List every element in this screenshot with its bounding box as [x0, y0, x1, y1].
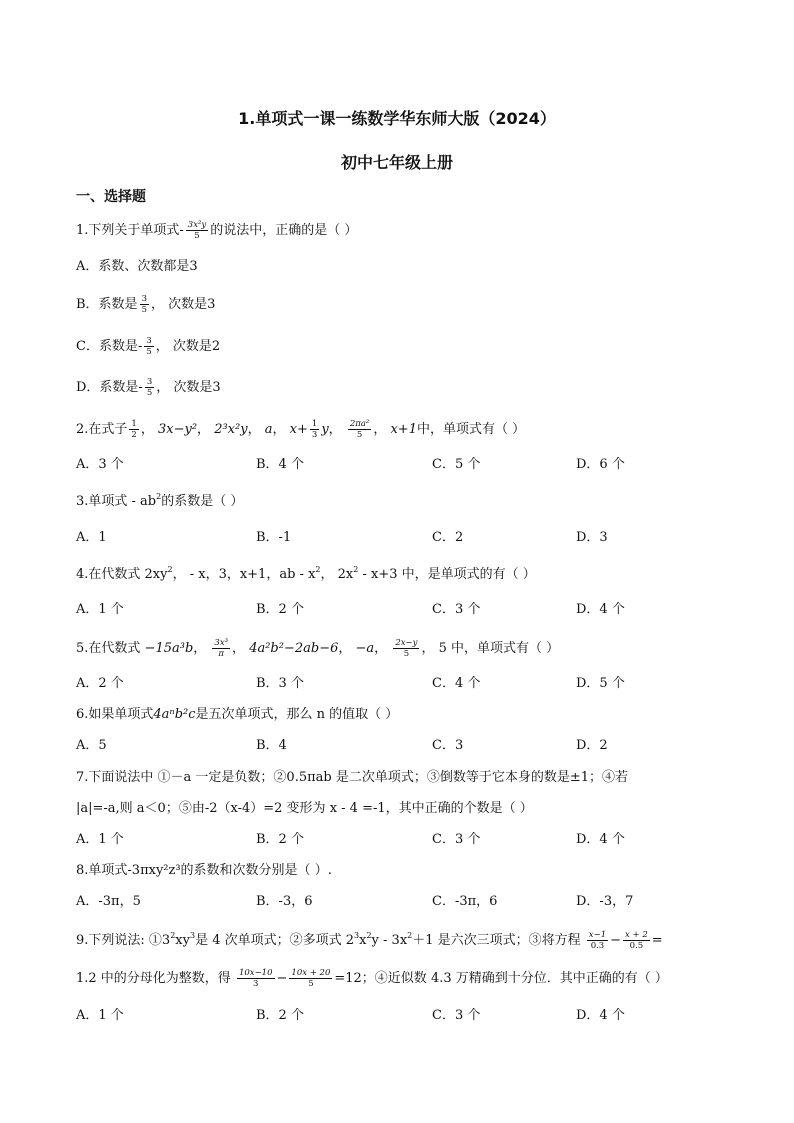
fraction: $\frac{\text{3x²y}}{5}$: [187, 220, 207, 241]
option-b: B．-3，6: [256, 894, 313, 909]
math-expression: −a: [355, 641, 375, 656]
math-expression: 4aⁿb²c: [153, 707, 196, 722]
math-expression: x+1: [390, 422, 417, 437]
question-text: 1.下列关于单项式-: [76, 223, 184, 238]
fraction: $\frac{x + 2}{0.5}$: [625, 930, 648, 951]
math-expression: 3x−y²: [157, 422, 198, 437]
question-1: [76, 220, 357, 241]
option-c: C．系数是- $\frac{3}{5}$ ， 次数是2: [76, 336, 221, 357]
option-d: D．系数是- $\frac{3}{5}$ ， 次数是3: [76, 377, 221, 398]
option-d: D．4 个: [576, 832, 625, 847]
option-a: A．5: [76, 738, 107, 753]
fraction: $\frac{x-1}{0.3}$: [588, 930, 607, 951]
option-b: B．2 个: [256, 602, 304, 617]
question-5: 5.在代数式 −15a³b， $\frac{\text{3x³}}{\pi}$ ， 4a²b²−2ab−6， −a， $\frac{2x-y}{5}$ ， 5 中，单项式有（ ）: [76, 638, 560, 659]
option-a: A．1 个: [76, 832, 124, 847]
option-c: C．-3π，6: [432, 894, 498, 909]
fraction: $\frac{10x + 20}{5}$: [291, 968, 331, 989]
document-title: 1.单项式一课一练数学华东师大版（2024）: [238, 109, 556, 128]
question-8: 8.单项式-3πxy²z³的系数和次数分别是（ ）.: [76, 863, 332, 878]
math-expression: 2³x²y: [214, 422, 248, 437]
option-b: B．4: [256, 738, 287, 753]
option-c: C．2: [432, 530, 464, 545]
question-7-line-1: 7.下面说法中 ①－a 一定是负数；②0.5πab 是二次单项式；③倒数等于它本身的数是±1；④若: [76, 770, 629, 785]
options-row: [76, 674, 726, 694]
section-heading: 一、选择题: [76, 189, 146, 205]
options-row: [76, 1006, 726, 1026]
fraction: $\frac{\text{3x³}}{\pi}$: [214, 638, 229, 659]
option-b: B．4 个: [256, 457, 304, 472]
options-row: [76, 830, 726, 850]
option-c: C．3 个: [432, 602, 481, 617]
question-9-line-2: 1.2 中的分母化为整数，得 $\frac{10x-10}{3}$ − $\frac{10x + 20}{5}$ =12；④近似数 4.3 万精确到十分位．其中正确的有（ ）: [76, 968, 668, 989]
question-9-line-1: 9.下列说法: $①3^2xy^3$是 4 次单项式；②多项式 $2^3x^2y - 3x^2+1$ 是六次三项式；③将方程 $\frac{x-1}{0.3}$ − $\frac{x + 2}{0.5}$ =: [76, 930, 663, 951]
option-c: C．5 个: [432, 457, 481, 472]
fraction: $\frac{3}{5}$: [141, 294, 147, 315]
option-b: B．2 个: [256, 1008, 304, 1023]
option-a: A．1 个: [76, 1008, 124, 1023]
option-c: C．3 个: [432, 832, 481, 847]
option-c: C．4 个: [432, 676, 481, 691]
fraction: $\frac{1}{2}$: [131, 419, 137, 440]
option-a: A．1 个: [76, 602, 124, 617]
fraction: $\frac{10x-10}{3}$: [238, 968, 273, 989]
document-subtitle: 初中七年级上册: [340, 153, 453, 172]
question-3: 3.单项式 - $ab^2$的系数是（ ）: [76, 492, 244, 509]
question-7-line-2: |a|=-a,则 a＜0；⑤由-2（x-4）=2 变形为 x - 4 =-1，其中正确的个数是（ ）: [76, 801, 533, 816]
options-row: [76, 455, 726, 475]
fraction: $\frac{2x-y}{5}$: [395, 638, 418, 659]
option-a: A．1: [76, 530, 107, 545]
option-c: C．3 个: [432, 1008, 481, 1023]
options-row: [76, 736, 726, 756]
option-d: D．-3，7: [576, 894, 634, 909]
question-text: 的说法中，正确的是（ ）: [210, 223, 358, 238]
math-expression: −15a³b: [144, 641, 194, 656]
option-a: A．3 个: [76, 457, 124, 472]
option-b: B．-1: [256, 530, 292, 545]
option-b: B．系数是 $\frac{3}{5}$ ， 次数是3: [76, 294, 216, 315]
option-d: D．4 个: [576, 1008, 625, 1023]
question-2: 2.在式子 $\frac{1}{2}$ ， 3x−y²， 2³x²y， a， x+ $\frac{1}{3}$ y， $\frac{\text{2πa²}}{5}$ ， x+1中，单项式有（ ）: [76, 419, 526, 440]
option-a: A．系数、次数都是3: [76, 259, 198, 274]
question-6: 6.如果单项式4aⁿb²c是五次单项式，那么 n 的值取（ ）: [76, 707, 399, 722]
option-b: B．2 个: [256, 832, 304, 847]
option-d: D．5 个: [576, 676, 625, 691]
math-expression: 4a²b²−2ab−6: [249, 641, 339, 656]
option-d: D．2: [576, 738, 608, 753]
option-c: C．3: [432, 738, 464, 753]
fraction: $\frac{3}{5}$: [146, 377, 153, 398]
option-b: B．3 个: [256, 676, 304, 691]
option-d: D．6 个: [576, 457, 625, 472]
math-expression: a: [264, 422, 273, 437]
fraction: $\frac{3}{5}$: [146, 336, 152, 357]
fraction: $\frac{\text{2πa²}}{5}$: [349, 419, 370, 440]
option-a: A．2 个: [76, 676, 124, 691]
options-row: [76, 528, 726, 548]
question-4: 4.在代数式 $2xy^2$， - x，3，x+1，ab - $x^2$， $2x^2 - x+3$ 中，是单项式的有（ ）: [76, 565, 536, 582]
option-d: D．3: [576, 530, 608, 545]
options-row: [76, 600, 726, 620]
options-row: [76, 892, 726, 912]
option-a: A．-3π，5: [76, 894, 141, 909]
option-d: D．4 个: [576, 602, 625, 617]
fraction: $\frac{1}{3}$: [311, 419, 318, 440]
